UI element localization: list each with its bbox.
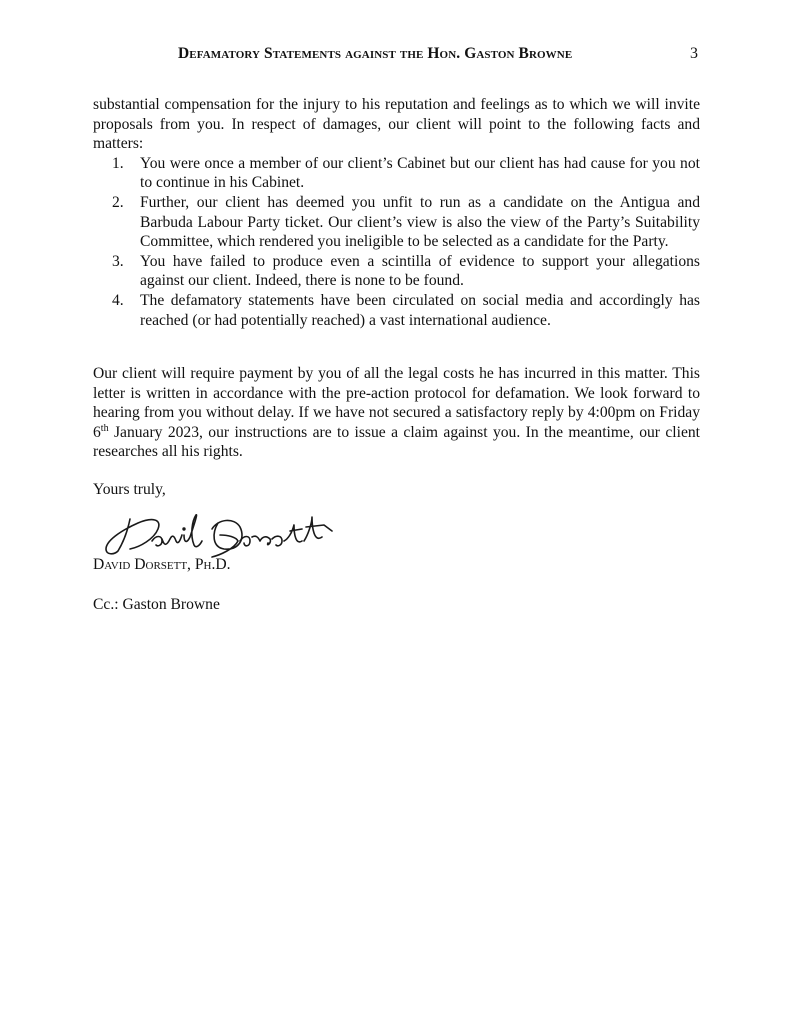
list-item	[112, 193, 700, 252]
page-header	[0, 45, 791, 67]
list-item	[112, 252, 700, 291]
ordinal-suffix: th	[100, 422, 109, 434]
costs-paragraph	[93, 364, 700, 462]
opening-text: substantial compensation for the injury to his reputation and feelings as to which we will invite proposals from you. In respect of damages, our client will point to the following facts and matters:	[93, 96, 700, 153]
list-item-number: 1.	[112, 154, 124, 172]
list-item-text: Further, our client has deemed you unfit to run as a candidate on the Antigua and Barbuda Labour Party ticket. Our client’s view is also the view of the Party’s Suitability Committee, which rendered you ineligible to be selected as a candidate for the Party.	[140, 193, 700, 251]
damages-paragraph	[93, 95, 700, 330]
costs-text-start: Our client will require payment by you of all the legal costs he has incurred in this matter. This letter is written in accordance with the pre-action protocol for defamation. We look forward to hearing from you without delay. If we have not secured a satisfactory reply by 4:00pm on Friday 6	[93, 365, 700, 441]
list-item	[112, 154, 700, 193]
list-item-number: 4.	[112, 291, 124, 309]
facts-list	[93, 154, 700, 330]
list-item	[112, 291, 700, 330]
handwritten-signature	[100, 505, 350, 561]
costs-text-end: January 2023, our instructions are to issue a claim against you. In the meantime, our client researches all his rights.	[93, 423, 700, 461]
list-item-number: 3.	[112, 252, 124, 270]
cc-line: Cc.: Gaston Browne	[93, 596, 220, 613]
header-title: Defamatory Statements against the Hon. Gaston Browne	[178, 45, 573, 62]
page-number: 3	[690, 45, 698, 62]
list-item-text: You have failed to produce even a scintilla of evidence to support your allegations against our client. Indeed, there is none to be found.	[140, 252, 700, 290]
list-item-text: You were once a member of our client’s Cabinet but our client has had cause for you not to continue in his Cabinet.	[140, 154, 700, 192]
signer-name: David Dorsett, Ph.D.	[93, 556, 231, 573]
list-item-number: 2.	[112, 193, 124, 211]
list-item-text: The defamatory statements have been circulated on social media and accordingly has reached (or had potentially reached) a vast international audience.	[140, 291, 700, 329]
closing-salutation: Yours truly,	[93, 481, 166, 498]
